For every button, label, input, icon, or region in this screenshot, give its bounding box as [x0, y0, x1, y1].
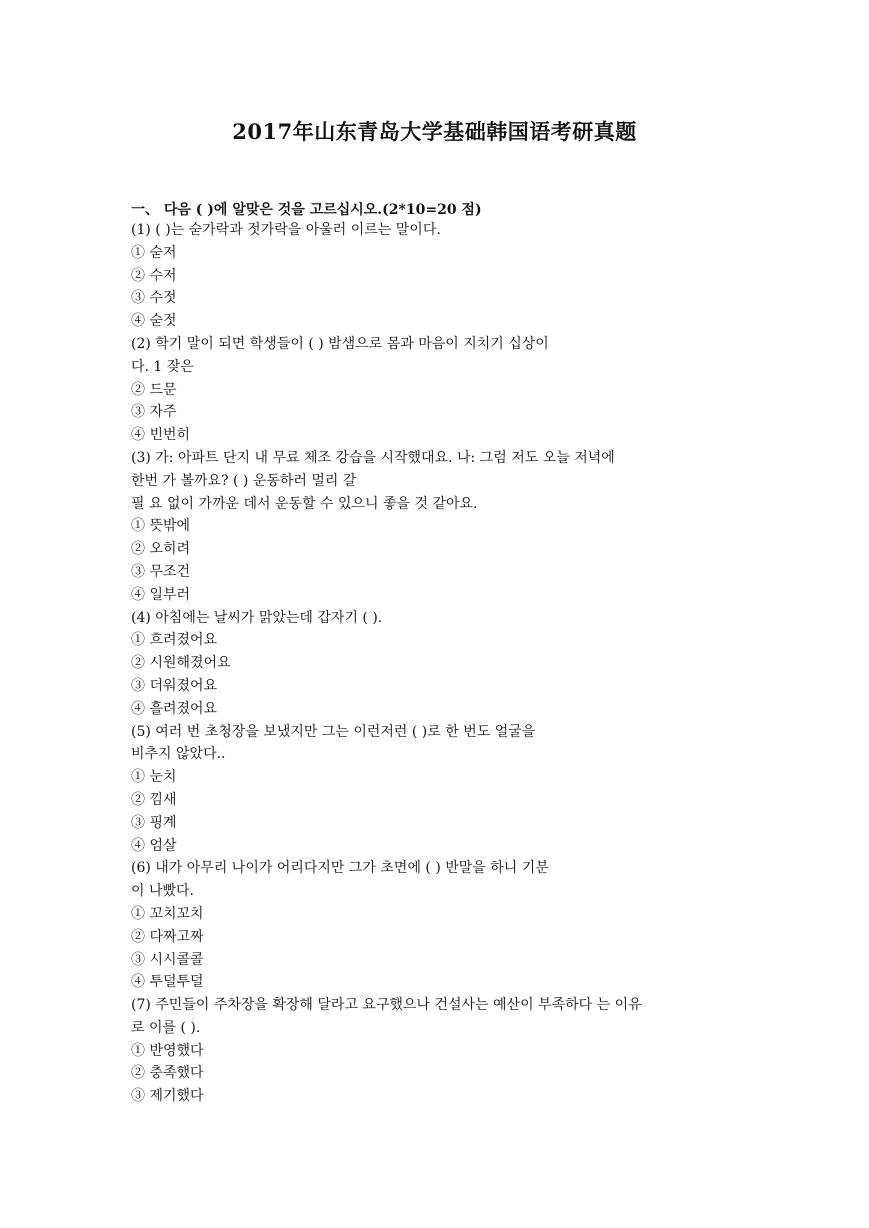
text-line: (4) 아침에는 날씨가 맑았는데 갑자기 ( ).: [131, 609, 383, 626]
text-line: 필 요 없이 가까운 데서 운동할 수 있으니 좋을 것 같아요.: [131, 495, 478, 512]
text-line: ④ 일부러: [131, 586, 191, 603]
text-line: ② 시원해졌어요: [131, 655, 231, 672]
text-line: ② 다짜고짜: [131, 928, 204, 945]
text-line: ① 뜻밖에: [131, 518, 191, 535]
question-body: [131, 219, 751, 1108]
text-line: ③ 자주: [131, 404, 177, 421]
text-line: ① 눈치: [131, 769, 177, 786]
text-line: ③ 더워졌어요: [131, 677, 218, 694]
text-line: ① 반영했다: [131, 1042, 204, 1059]
text-line: ④ 빈번히: [131, 427, 191, 444]
text-line: (1) ( )는 숟가락과 젓가락을 아울러 이르는 말이다.: [131, 222, 441, 238]
text-line: ③ 수젓: [131, 290, 177, 307]
text-line: ④ 숟젓: [131, 313, 177, 330]
text-line: ② 오히려: [131, 541, 191, 558]
text-line: ④ 엄살: [131, 837, 177, 854]
text-line: ④ 투덜투덜: [131, 974, 204, 991]
document-title: 2017年山东青岛大学基础韩国语考研真题: [232, 119, 637, 144]
text-line: ③ 시시콜콜: [131, 951, 204, 968]
text-line: ① 흐려졌어요: [131, 632, 218, 649]
text-line: ③ 무조건: [131, 563, 191, 580]
text-line: (6) 내가 아무리 나이가 어리다지만 그가 초면에 ( ) 반말을 하니 기분: [131, 860, 549, 877]
text-line: ① 꼬치꼬치: [131, 905, 204, 922]
text-line: ③ 제기했다: [131, 1088, 204, 1105]
text-line: ① 숟저: [131, 244, 177, 261]
text-line: (3) 가: 아파트 단지 내 무료 체조 강습을 시작했대요. 나: 그럼 저도 오늘 저녁에: [131, 449, 615, 466]
text-line: ④ 흘려졌어요: [131, 700, 218, 717]
text-line: 한번 가 볼까요? ( ) 운동하러 멀리 갈: [131, 472, 357, 489]
text-line: 다. 1 잦은: [131, 358, 194, 375]
text-line: ③ 핑계: [131, 814, 177, 831]
text-line: ② 드문: [131, 381, 177, 398]
text-line: 로 이를 ( ).: [131, 1019, 201, 1036]
text-line: (7) 주민들이 주차장을 확장해 달라고 요구했으나 건설사는 예산이 부족하다 는 이유: [131, 997, 642, 1014]
text-line: 비추지 않았다..: [131, 746, 226, 763]
section-heading: 一、 다음 ( )에 알맞은 것을 고르십시오.(2*10=20 점): [131, 202, 482, 218]
text-line: ② 수저: [131, 267, 177, 284]
text-line: ② 낌새: [131, 791, 177, 808]
text-line: 이 나빴다.: [131, 883, 194, 900]
text-line: (2) 학기 말이 되면 학생들이 ( ) 밤샘으로 몸과 마음이 지치기 십상이: [131, 335, 549, 352]
text-line: (5) 여러 번 초청장을 보냈지만 그는 이런저런 ( )로 한 번도 얼굴을: [131, 723, 536, 740]
text-line: ② 충족했다: [131, 1065, 204, 1082]
